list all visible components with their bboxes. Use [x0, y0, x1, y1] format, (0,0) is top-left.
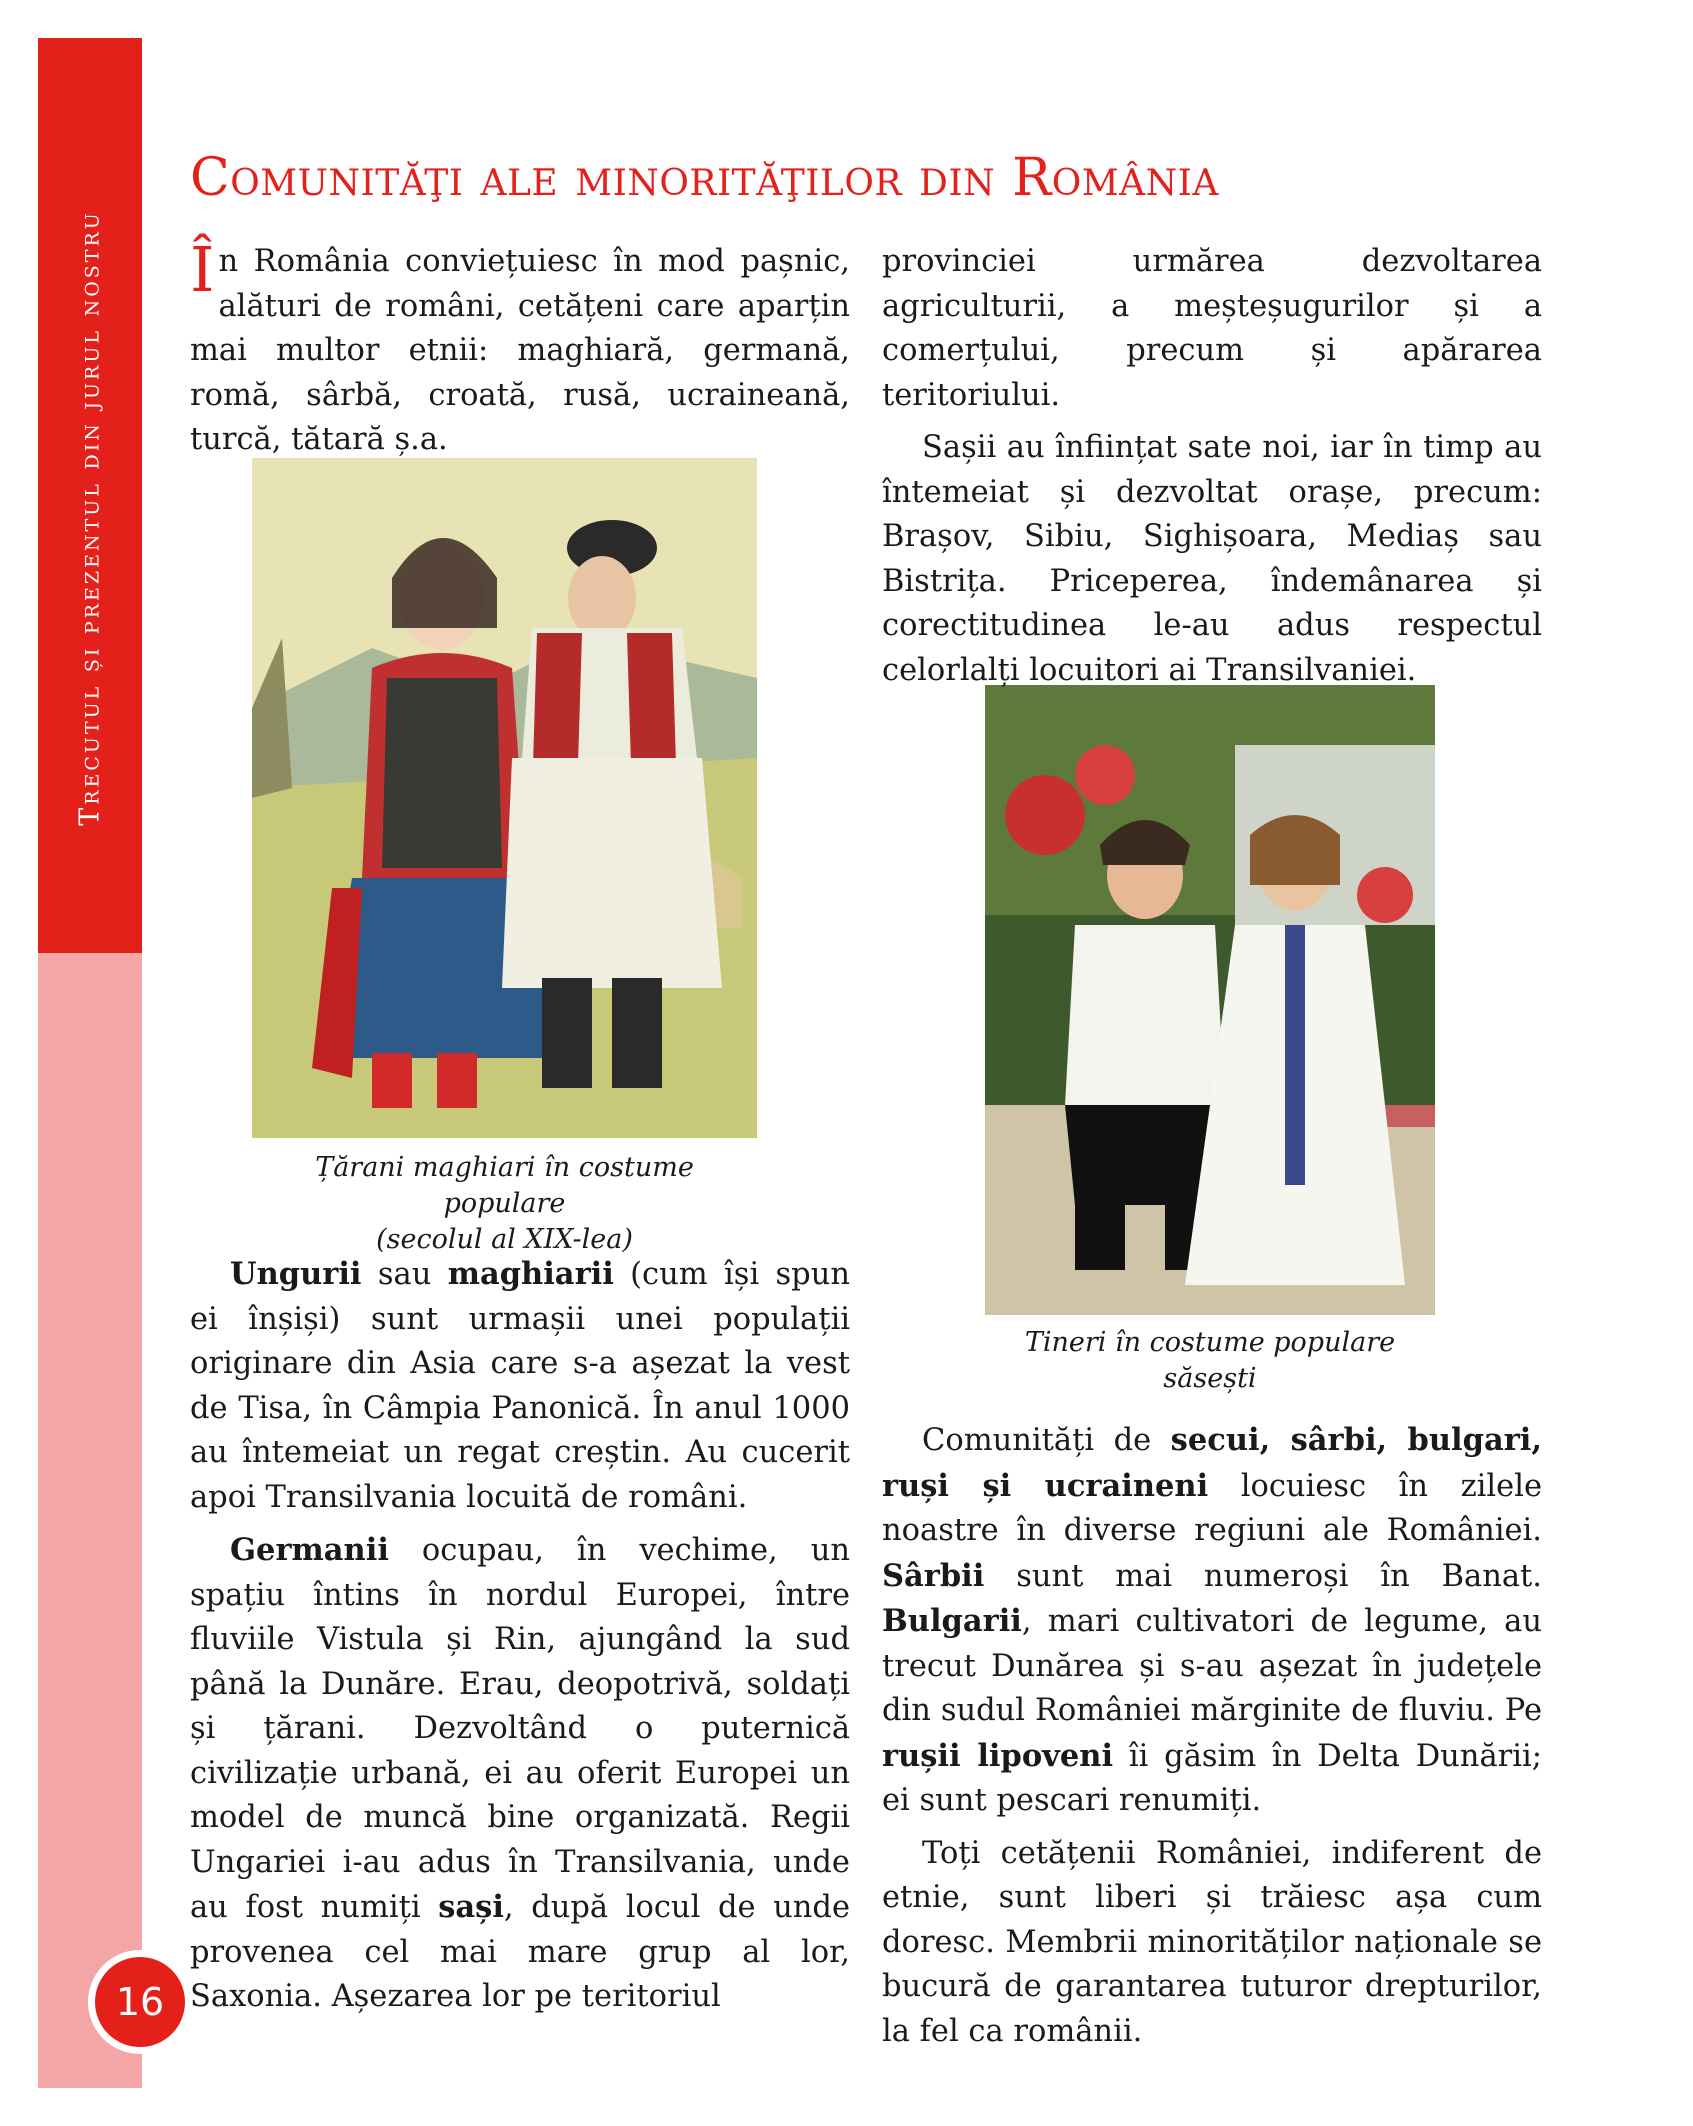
- chapter-sidebar: [38, 38, 142, 2088]
- germans-continued-paragraph: provinciei urmărea dezvoltarea agriculturii, a meșteșugurilor și a comerțului, precum și apărarea teritoriului.: [882, 244, 1542, 413]
- left-image-caption: [252, 1150, 757, 1258]
- chapter-title: Trecutul și prezentul din jurul nostru: [74, 210, 106, 826]
- text-run: , după locul de unde provenea cel mai mare grup al lor, Saxonia. Așezarea lor pe teritoriul: [190, 1890, 850, 2014]
- bold-term: sași: [438, 1889, 504, 1925]
- page-title: Comunităţi ale minorităţilor din România: [190, 148, 1219, 208]
- bold-term: Bulgarii: [882, 1603, 1022, 1639]
- caption-line: (secolul al XIX-lea): [376, 1224, 633, 1255]
- text-run: îi găsim în Delta Dunării; ei sunt pescari renumiți.: [882, 1738, 1542, 1818]
- hungarians-paragraph: [190, 1252, 850, 1520]
- page-number: 16: [88, 1950, 192, 2054]
- right-column-bottom: [882, 1418, 1542, 2062]
- text-run: Comunități de: [922, 1423, 1171, 1458]
- bold-term: Sârbii: [882, 1557, 985, 1594]
- hungarian-peasants-illustration: [252, 458, 757, 1138]
- germans-paragraph: [190, 1528, 850, 2020]
- left-column-top: [190, 233, 850, 471]
- left-column-bottom: [190, 1252, 850, 2028]
- bold-term: Germanii: [230, 1532, 389, 1568]
- text-run: sunt mai numeroși în Banat.: [984, 1558, 1542, 1594]
- intro-paragraph: [190, 233, 850, 463]
- text-run: locuiesc în zilele noastre în diverse regiuni ale României.: [882, 1468, 1542, 1548]
- right-column-top: [882, 240, 1542, 701]
- communities-paragraph: [882, 1418, 1542, 1824]
- bold-term: rușii lipoveni: [882, 1737, 1114, 1774]
- text-run: (cum își spun ei înșiși) sunt urmașii unei populații originare din Asia care s-a așezat la vest de Tisa, în Câmpia Panonică. În anul 1000 au întemeiat un regat creștin. Au cucerit apoi Transilvania locuită de români.: [190, 1257, 850, 1515]
- right-image-caption: Tineri în costume populare săsești: [1024, 1327, 1396, 1394]
- bold-term: Ungurii: [230, 1256, 362, 1292]
- text-run: , mari cultivatori de legume, au trecut Dunărea și s-au așezat în județele din sudul României mărginite de fluviu. Pe: [882, 1604, 1542, 1728]
- text-run: ocupau, în vechime, un spațiu întins în nordul Europei, între fluviile Vistula și Rin, ajungând la sud până la Dunăre. Erau, deopotrivă, soldați și țărani. Dezvoltând o puternică civilizație urbană, ei au oferit Europei un model de muncă bine organizată. Regii Ungariei i-au adus în Transilvania, unde au fost numiți: [190, 1533, 850, 1925]
- drop-cap: Î: [190, 233, 215, 306]
- citizens-paragraph: Toți cetățenii României, indiferent de etnie, sunt liberi și trăiesc așa cum doresc. Membrii minorităților naționale se bucură de garantarea tuturor drepturilor, la fel ca românii.: [882, 1835, 1542, 2049]
- caption-line: Țărani maghiari în costume populare: [315, 1152, 694, 1219]
- sidebar-pink-band: [38, 953, 142, 2088]
- bold-term: maghiarii: [447, 1256, 614, 1292]
- text-run: sau: [361, 1257, 448, 1292]
- bold-term: secui, sârbi, bulgari, ruși și ucraineni: [882, 1422, 1543, 1504]
- saxons-paragraph: Sașii au înființat sate noi, iar în timp au întemeiat și dezvoltat orașe, precum: Brașov, Sibiu, Sighișoara, Mediaș sau Bistrița. Priceperea, îndemânarea și corectitudinea le-au adus respectul celorlalți locuitori ai Transilvaniei.: [882, 430, 1542, 688]
- intro-text: n România conviețuiesc în mod pașnic, alături de români, cetățeni care aparțin mai multor etnii: maghiară, germană, romă, sârbă, croată, rusă, ucraineană, turcă, tătară ș.a.: [190, 244, 850, 457]
- saxon-youth-photo: [985, 685, 1435, 1315]
